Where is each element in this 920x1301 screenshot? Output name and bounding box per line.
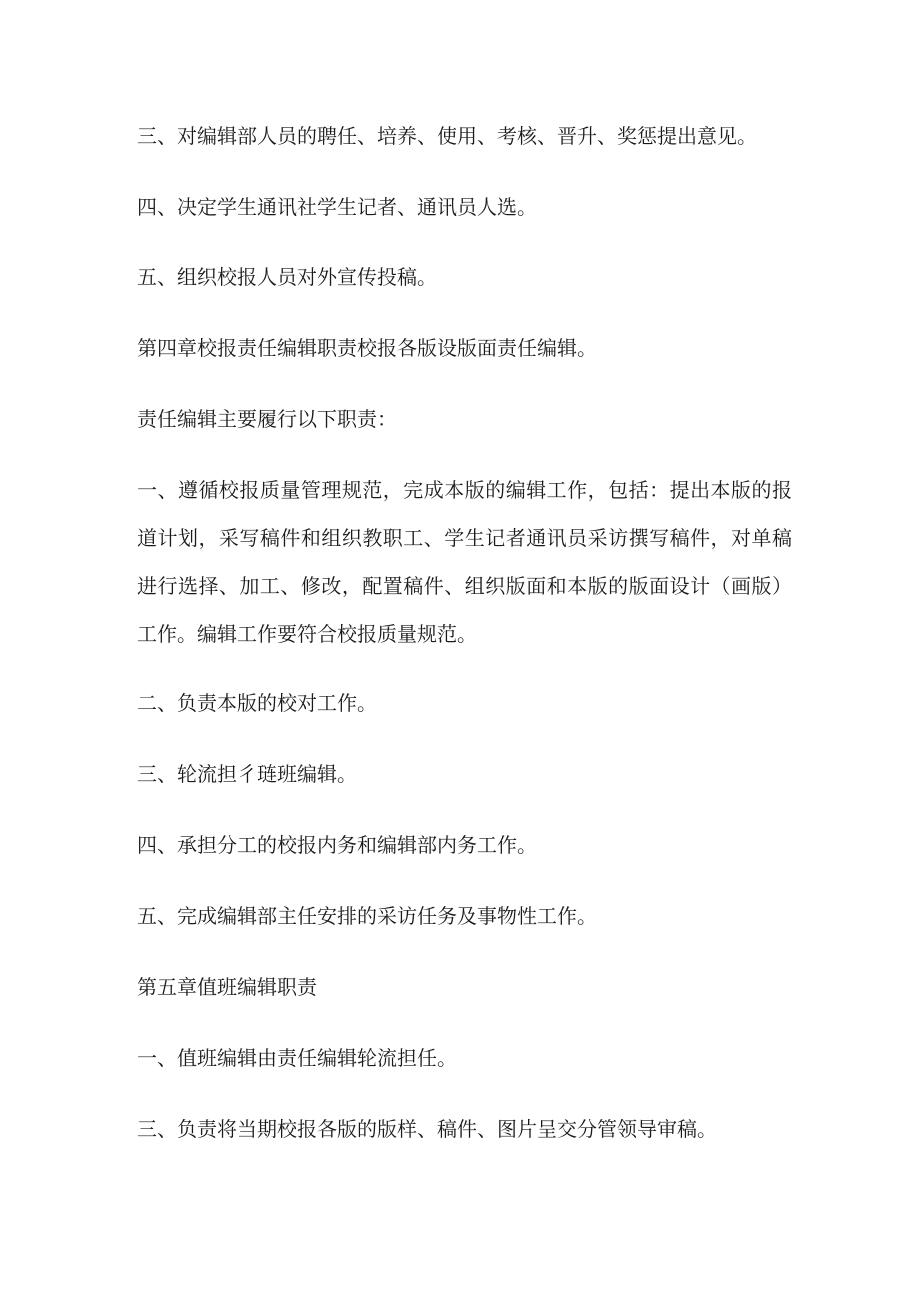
- paragraph: 二、负责本版的校对工作。: [137, 691, 377, 715]
- paragraph: 五、组织校报人员对外宣传投稿。: [137, 265, 437, 289]
- paragraph: 四、承担分工的校报内务和编辑部内务工作。: [137, 833, 537, 857]
- paragraph: 一、遵循校报质量管理规范，完成本版的编辑工作，包括：提出本版的报道计划，采写稿件和组织教职工、学生记者通讯员采访撰写稿件，对单稿进行选择、加工、修改，配置稿件、组织版面和本版的版面设计（画版）工作。编辑工作要符合校报质量规范。: [137, 478, 792, 646]
- paragraph: 责任编辑主要履行以下职责：: [137, 407, 397, 431]
- chapter-heading: 第五章值班编辑职责: [137, 975, 317, 999]
- paragraph: 三、轮流担彳琏班编辑。: [137, 762, 357, 786]
- paragraph: 三、负责将当期校报各版的版样、稿件、图片呈交分管领导审稿。: [137, 1117, 717, 1141]
- paragraph: 五、完成编辑部主任安排的采访任务及事物性工作。: [137, 904, 597, 928]
- paragraph: 三、对编辑部人员的聘任、培养、使用、考核、晋升、奖惩提出意见。: [137, 124, 757, 148]
- chapter-heading: 第四章校报责任编辑职责校报各版设版面责任编辑。: [137, 336, 597, 360]
- paragraph: 四、决定学生通讯社学生记者、通讯员人选。: [137, 195, 537, 219]
- paragraph: 一、值班编辑由责任编辑轮流担任。: [137, 1046, 457, 1070]
